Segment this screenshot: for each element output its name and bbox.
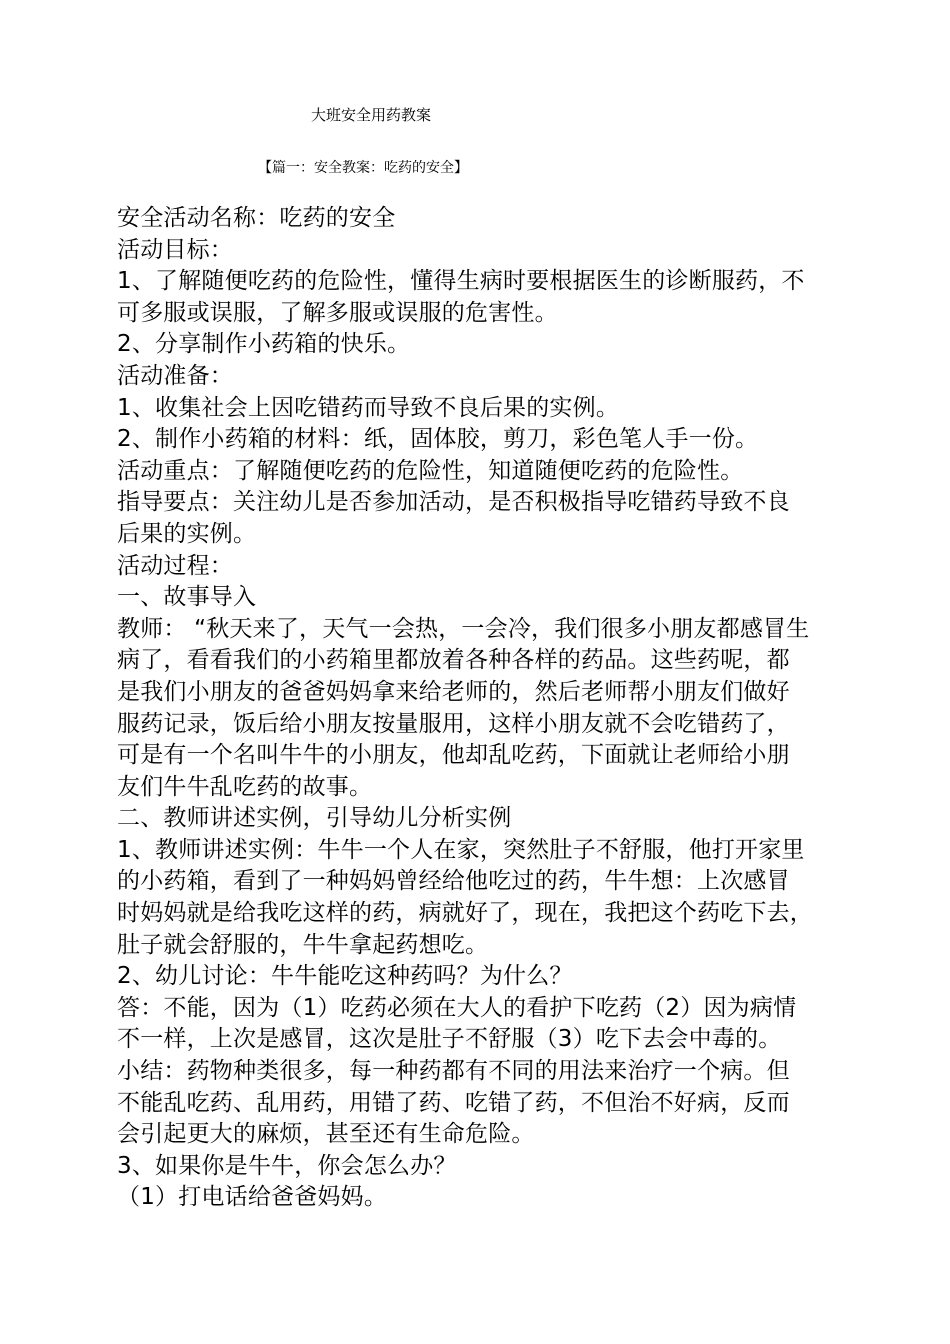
example-line-4: 肚子就会舒服的，牛牛拿起药想吃。 xyxy=(117,931,489,958)
example-line-2: 的小药箱，看到了一种妈妈曾经给他吃过的药，牛牛想：上次感冒 xyxy=(117,868,790,895)
process-heading: 活动过程： xyxy=(117,552,233,579)
teacher-story-line: 教师： “秋天来了，天气一会热，一会冷，我们很多小朋友都感冒生 xyxy=(117,615,810,642)
document-body xyxy=(117,203,837,1214)
step-1-heading: 一、故事导入 xyxy=(117,584,257,611)
document-title: 大班安全用药教案 xyxy=(311,106,432,124)
answer-line-2: 不一样，上次是感冒，这次是肚子不舒服（3）吃下去会中毒的。 xyxy=(117,1026,782,1053)
summary-line-3: 会引起更大的麻烦，甚至还有生命危险。 xyxy=(117,1121,535,1148)
question-3-line: 3、如果你是牛牛，你会怎么办？ xyxy=(117,1152,457,1179)
key-points-line: 活动重点：了解随便吃药的危险性，知道随便吃药的危险性。 xyxy=(117,457,744,484)
guidance-line: 指导要点：关注幼儿是否参加活动，是否积极指导吃错药导致不良 xyxy=(117,489,790,516)
objective-1-continued: 可多服或误服，了解多服或误服的危害性。 xyxy=(117,299,558,326)
teacher-story-line-3: 是我们小朋友的爸爸妈妈拿来给老师的，然后老师帮小朋友们做好 xyxy=(117,678,790,705)
step-2-heading: 二、教师讲述实例，引导幼儿分析实例 xyxy=(117,805,512,832)
section-header: 【篇一：安全教案：吃药的安全】 xyxy=(258,160,468,176)
discussion-line: 2、幼儿讨论：牛牛能吃这种药吗？为什么？ xyxy=(117,963,573,990)
teacher-story-line-5: 可是有一个名叫牛牛的小朋友，他却乱吃药，下面就让老师给小朋 xyxy=(117,742,790,769)
teacher-story-line-6: 友们牛牛乱吃药的故事。 xyxy=(117,773,373,800)
teacher-story-line-2: 病了，看看我们的小药箱里都放着各种各样的药品。这些药呢，都 xyxy=(117,647,790,674)
objective-2-line: 2、分享制作小药箱的快乐。 xyxy=(117,331,411,358)
example-line: 1、教师讲述实例：牛牛一个人在家，突然肚子不舒服，他打开家里 xyxy=(117,836,805,863)
preparation-2-line: 2、制作小药箱的材料：纸，固体胶，剪刀，彩色笔人手一份。 xyxy=(117,426,759,453)
summary-line: 小结：药物种类很多，每一种药都有不同的用法来治疗一个病。但 xyxy=(117,1058,790,1085)
preparation-heading: 活动准备： xyxy=(117,362,233,389)
example-line-3: 时妈妈就是给我吃这样的药，病就好了，现在，我把这个药吃下去， xyxy=(117,900,813,927)
preparation-1-line: 1、收集社会上因吃错药而导致不良后果的实例。 xyxy=(117,394,620,421)
summary-line-2: 不能乱吃药、乱用药，用错了药、吃错了药，不但治不好病，反而 xyxy=(117,1089,790,1116)
answer-line: 答：不能，因为（1）吃药必须在大人的看护下吃药（2）因为病情 xyxy=(117,994,797,1021)
objective-1-line: 1、了解随便吃药的危险性，懂得生病时要根据医生的诊断服药，不 xyxy=(117,268,805,295)
teacher-story-line-4: 服药记录，饭后给小朋友按量服用，这样小朋友就不会吃错药了， xyxy=(117,710,790,737)
guidance-continued: 后果的实例。 xyxy=(117,520,257,547)
activity-name-line: 安全活动名称：吃药的安全 xyxy=(117,205,396,231)
answer-option-1-line: （1）打电话给爸爸妈妈。 xyxy=(117,1184,388,1211)
objectives-heading: 活动目标： xyxy=(117,236,233,263)
